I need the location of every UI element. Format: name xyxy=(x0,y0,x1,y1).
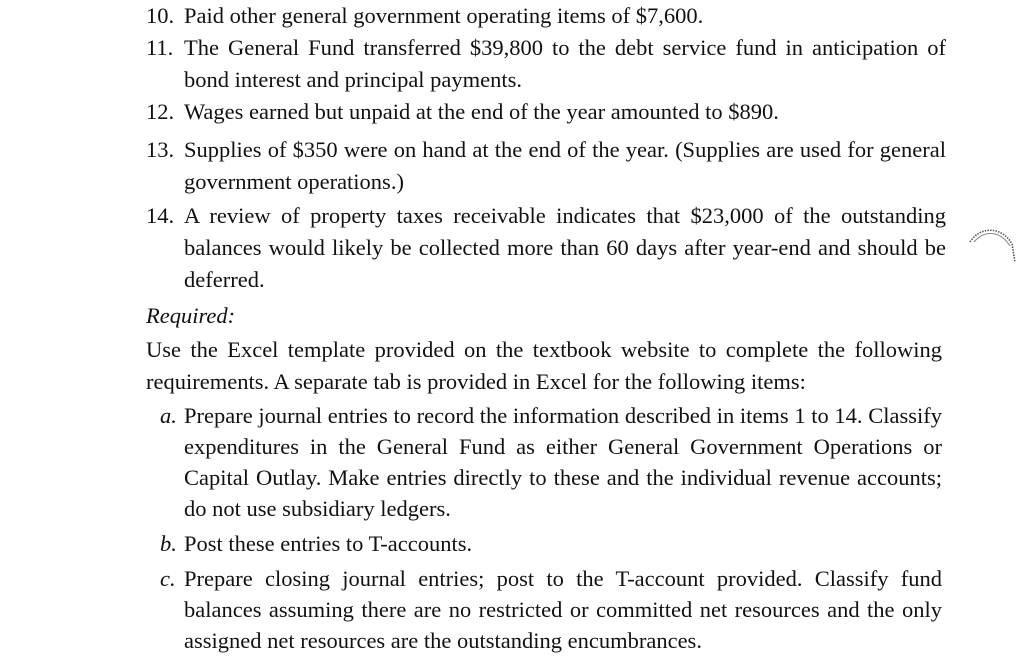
item-13 xyxy=(146,134,946,198)
requirement-letter: c. xyxy=(160,566,176,591)
item-number: 13. xyxy=(146,137,175,162)
item-text: The General Fund transferred $39,800 to the debt service fund in anticipation of bond interest and principal payments. xyxy=(184,35,946,92)
item-11 xyxy=(146,32,946,96)
item-text: A review of property taxes receivable indicates that $23,000 of the outstanding balances would likely be collected more than 60 days after year-end and should be deferred. xyxy=(184,203,946,292)
item-number: 11. xyxy=(146,35,174,60)
item-12 xyxy=(146,96,946,128)
item-text: Supplies of $350 were on hand at the end of the year. (Supplies are used for general government operations.) xyxy=(184,137,946,194)
requirement-text: Prepare closing journal entries; post to the T-account provided. Classify fund balances assuming there are no restricted or committed net resources and the only assigned net resources are the outstanding encumbrances. xyxy=(184,566,942,653)
page-curl-mark xyxy=(966,222,1016,272)
requirement-letter: a. xyxy=(160,403,177,428)
item-text: Wages earned but unpaid at the end of the year amounted to $890. xyxy=(184,99,779,124)
item-10 xyxy=(146,0,946,32)
item-text: Paid other general government operating items of $7,600. xyxy=(184,3,704,28)
item-number: 10. xyxy=(146,3,175,28)
item-14 xyxy=(146,200,946,296)
requirement-a xyxy=(146,400,942,524)
instructions-intro: Use the Excel template provided on the textbook website to complete the following requirements. A separate tab is provided in Excel for the following items: xyxy=(146,337,942,394)
requirement-letter: b. xyxy=(160,531,177,556)
requirement-text: Prepare journal entries to record the information described in items 1 to 14. Classify expenditures in the General Fund as either General Government Operations or Capital Outlay. Make entries directly to these and the individual revenue accounts; do not use subsidiary ledgers. xyxy=(184,403,942,521)
required-heading: Required: xyxy=(146,303,236,328)
requirement-c xyxy=(146,563,942,656)
requirement-b xyxy=(146,528,942,559)
item-number: 14. xyxy=(146,203,175,228)
item-number: 12. xyxy=(146,99,175,124)
requirement-text: Post these entries to T-accounts. xyxy=(184,531,473,556)
